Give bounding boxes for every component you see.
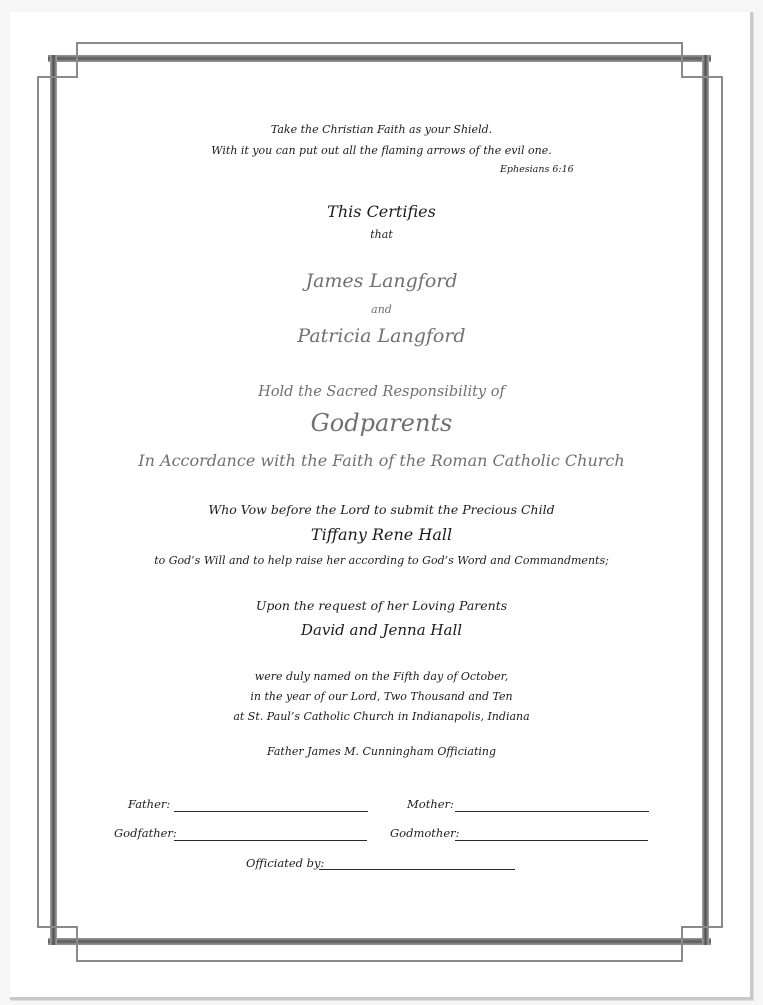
verse-line-2: With it you can put out all the flaming arrows of the evil one. <box>211 144 552 157</box>
verse-reference: Ephesians 6:16 <box>500 164 574 175</box>
godmother-signature-line <box>455 840 648 841</box>
certifies-that: that <box>370 228 393 241</box>
godparent-conjunction: and <box>371 303 392 316</box>
responsibility-intro: Hold the Sacred Responsibility of <box>258 384 505 400</box>
ceremony-line-1: were duly named on the Fifth day of October, <box>254 670 509 683</box>
responsibility-accordance: In Accordance with the Faith of the Roman Catholic Church <box>138 451 625 470</box>
godmother-label: Godmother: <box>390 826 460 840</box>
father-label: Father: <box>128 797 171 811</box>
mother-label: Mother: <box>407 797 454 811</box>
officiant: Father James M. Cunningham Officiating <box>266 745 497 758</box>
certifies-heading: This Certifies <box>327 202 436 221</box>
godparent-name-1: James Langford <box>305 270 458 292</box>
father-signature-line <box>174 811 368 812</box>
responsibility-title: Godparents <box>310 409 453 437</box>
officiated-by-label: Officiated by: <box>246 856 325 870</box>
godfather-label: Godfather: <box>114 826 177 840</box>
vow-pledge: to God’s Will and to help raise her according to God’s Word and Commandments; <box>154 554 609 567</box>
parents-intro: Upon the request of her Loving Parents <box>255 598 508 613</box>
officiated-by-signature-line <box>319 869 515 870</box>
vow-intro: Who Vow before the Lord to submit the Precious Child <box>208 502 555 517</box>
mother-signature-line <box>455 811 649 812</box>
ceremony-line-2: in the year of our Lord, Two Thousand and Ten <box>250 690 513 703</box>
godparent-name-2: Patricia Langford <box>297 325 466 347</box>
child-name: Tiffany Rene Hall <box>310 525 453 544</box>
verse-line-1: Take the Christian Faith as your Shield. <box>270 123 493 136</box>
parents-names: David and Jenna Hall <box>300 621 463 639</box>
godfather-signature-line <box>174 840 367 841</box>
ceremony-line-3: at St. Paul’s Catholic Church in Indianapolis, Indiana <box>233 710 530 723</box>
